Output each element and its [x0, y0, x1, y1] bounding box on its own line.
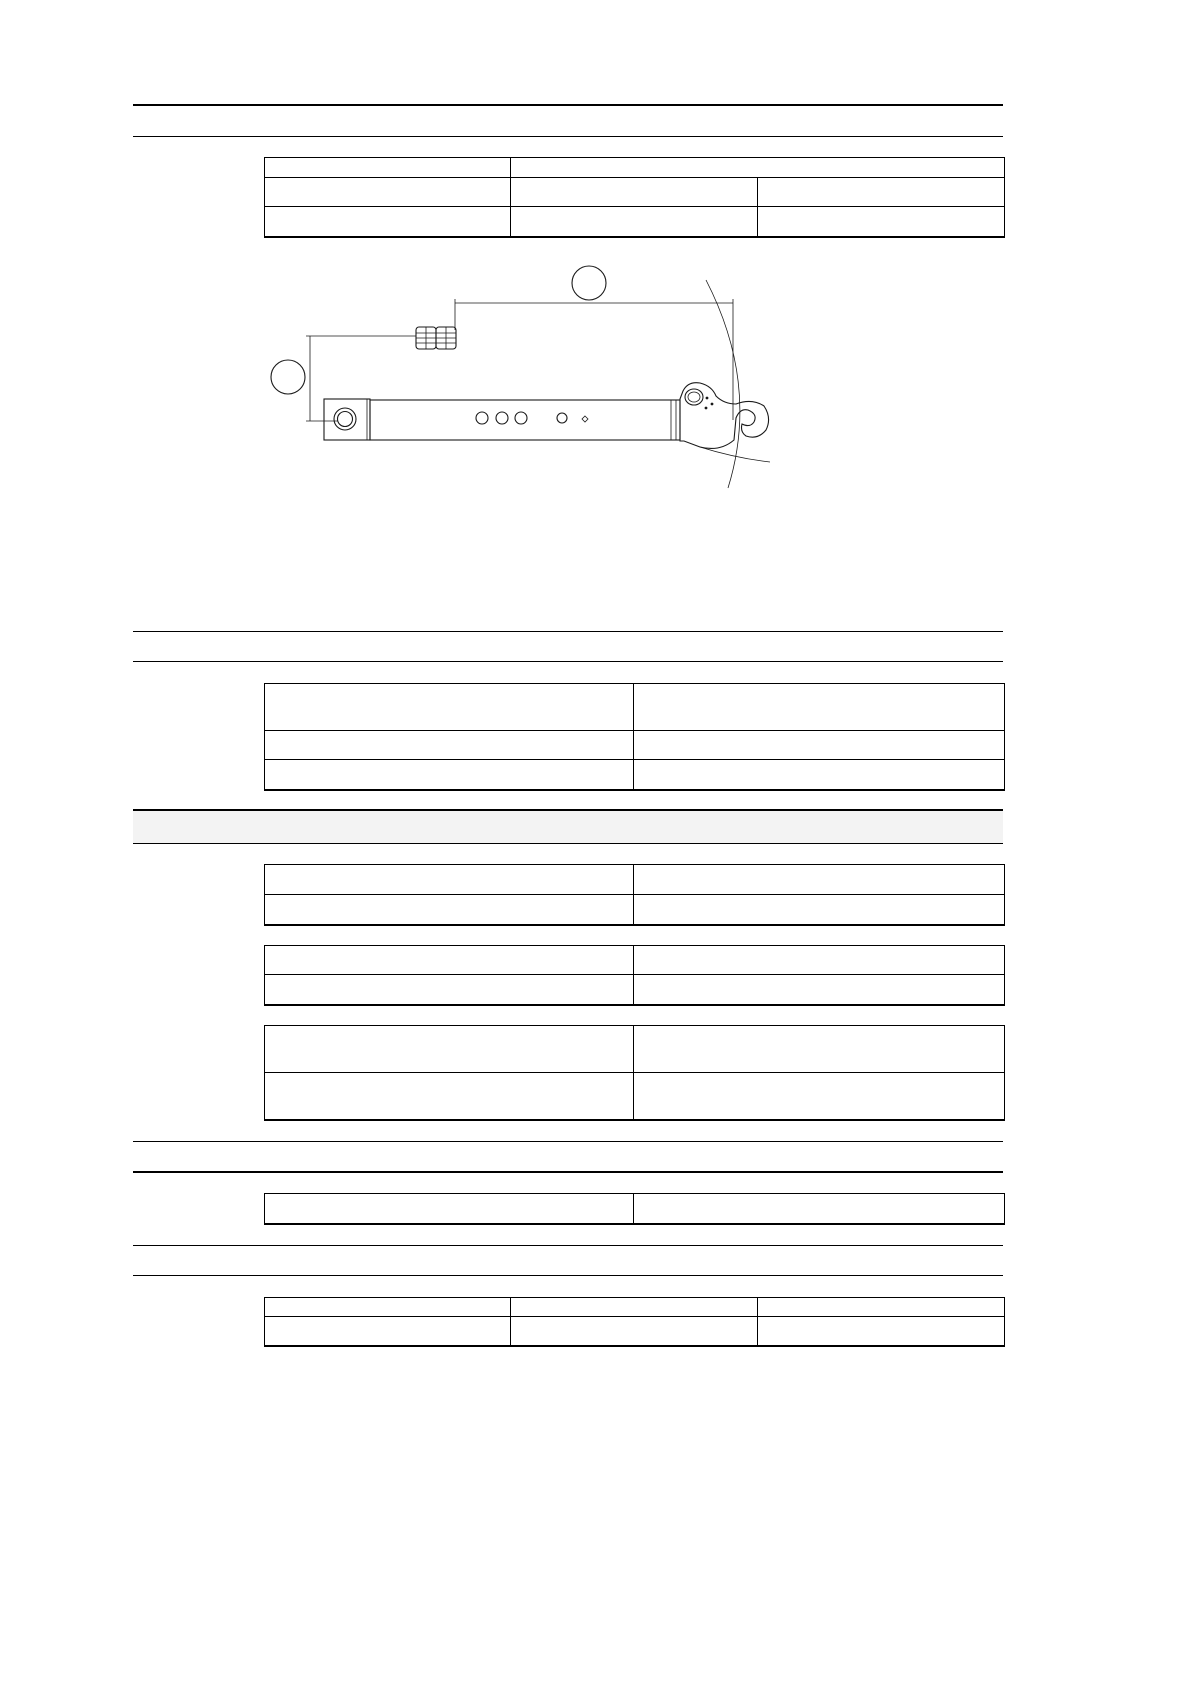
table-cell [265, 684, 634, 731]
table-cell [634, 760, 1005, 790]
table-cell [265, 1073, 634, 1120]
table-cell [511, 1317, 758, 1346]
marker [582, 416, 588, 422]
swing-arc [706, 280, 740, 488]
table-cell [265, 1298, 511, 1317]
table-header-row [265, 1298, 1005, 1317]
pin-hole [515, 412, 527, 424]
table-cell [758, 1317, 1005, 1346]
dimension-callout-circle [271, 360, 305, 394]
table-cell [634, 865, 1005, 895]
table-cell [265, 178, 511, 207]
table-row [265, 975, 1005, 1005]
table-cell [634, 946, 1005, 975]
technical-drawing [260, 255, 790, 495]
pin-hole [496, 412, 508, 424]
table-cell [634, 731, 1005, 760]
section-bottom-rule [133, 661, 1003, 662]
table-cell [511, 207, 758, 237]
section-heading [133, 1141, 1003, 1171]
table-cell [511, 178, 758, 207]
spec-table [264, 945, 1005, 1006]
table-row [265, 865, 1005, 895]
table-cell [265, 865, 634, 895]
section-bottom-rule [133, 136, 1003, 137]
pin-hole [557, 413, 567, 423]
table-row [265, 731, 1005, 760]
table-cell [634, 895, 1005, 925]
table-cell [758, 207, 1005, 237]
table-cell [634, 975, 1005, 1005]
table-row [265, 895, 1005, 925]
spec-table [264, 1193, 1005, 1225]
spec-table [264, 157, 1005, 238]
table-row [265, 760, 1005, 790]
section-bottom-rule [133, 1171, 1003, 1173]
section-heading [133, 1245, 1003, 1275]
table-cell [265, 1317, 511, 1346]
table-cell [634, 1026, 1005, 1073]
table-row [265, 207, 1005, 237]
coupler-hook [680, 383, 770, 462]
connector-part [416, 327, 456, 349]
spec-table [264, 864, 1005, 926]
table-cell [265, 895, 634, 925]
spec-table [264, 1297, 1005, 1347]
table-header-row [265, 158, 1005, 178]
table-row [265, 1317, 1005, 1346]
table-row [265, 178, 1005, 207]
section-bottom-rule [133, 843, 1003, 844]
section-heading [133, 631, 1003, 661]
table-cell [634, 1073, 1005, 1120]
table-cell [265, 1026, 634, 1073]
table-cell [265, 760, 634, 790]
table-cell [265, 1194, 634, 1224]
table-cell [265, 207, 511, 237]
table-cell [265, 975, 634, 1005]
section-heading [133, 106, 1003, 136]
table-cell [265, 946, 634, 975]
table-row [265, 946, 1005, 975]
table-cell [634, 1194, 1005, 1224]
end-eye [324, 399, 370, 440]
table-row [265, 1073, 1005, 1120]
table-row [265, 1026, 1005, 1073]
link-bar [370, 400, 680, 440]
table-cell [758, 1298, 1005, 1317]
section-bottom-rule [133, 1275, 1003, 1276]
dimension-callout-circle [572, 266, 606, 300]
pin-hole [476, 412, 488, 424]
section-heading [133, 811, 1003, 843]
table-cell [265, 158, 511, 178]
table-cell [511, 1298, 758, 1317]
table-cell [265, 731, 634, 760]
spec-table [264, 1025, 1005, 1121]
spec-table [264, 683, 1005, 791]
table-cell [758, 178, 1005, 207]
table-cell [511, 158, 1005, 178]
table-row [265, 1194, 1005, 1224]
table-row [265, 684, 1005, 731]
table-cell [634, 684, 1005, 731]
